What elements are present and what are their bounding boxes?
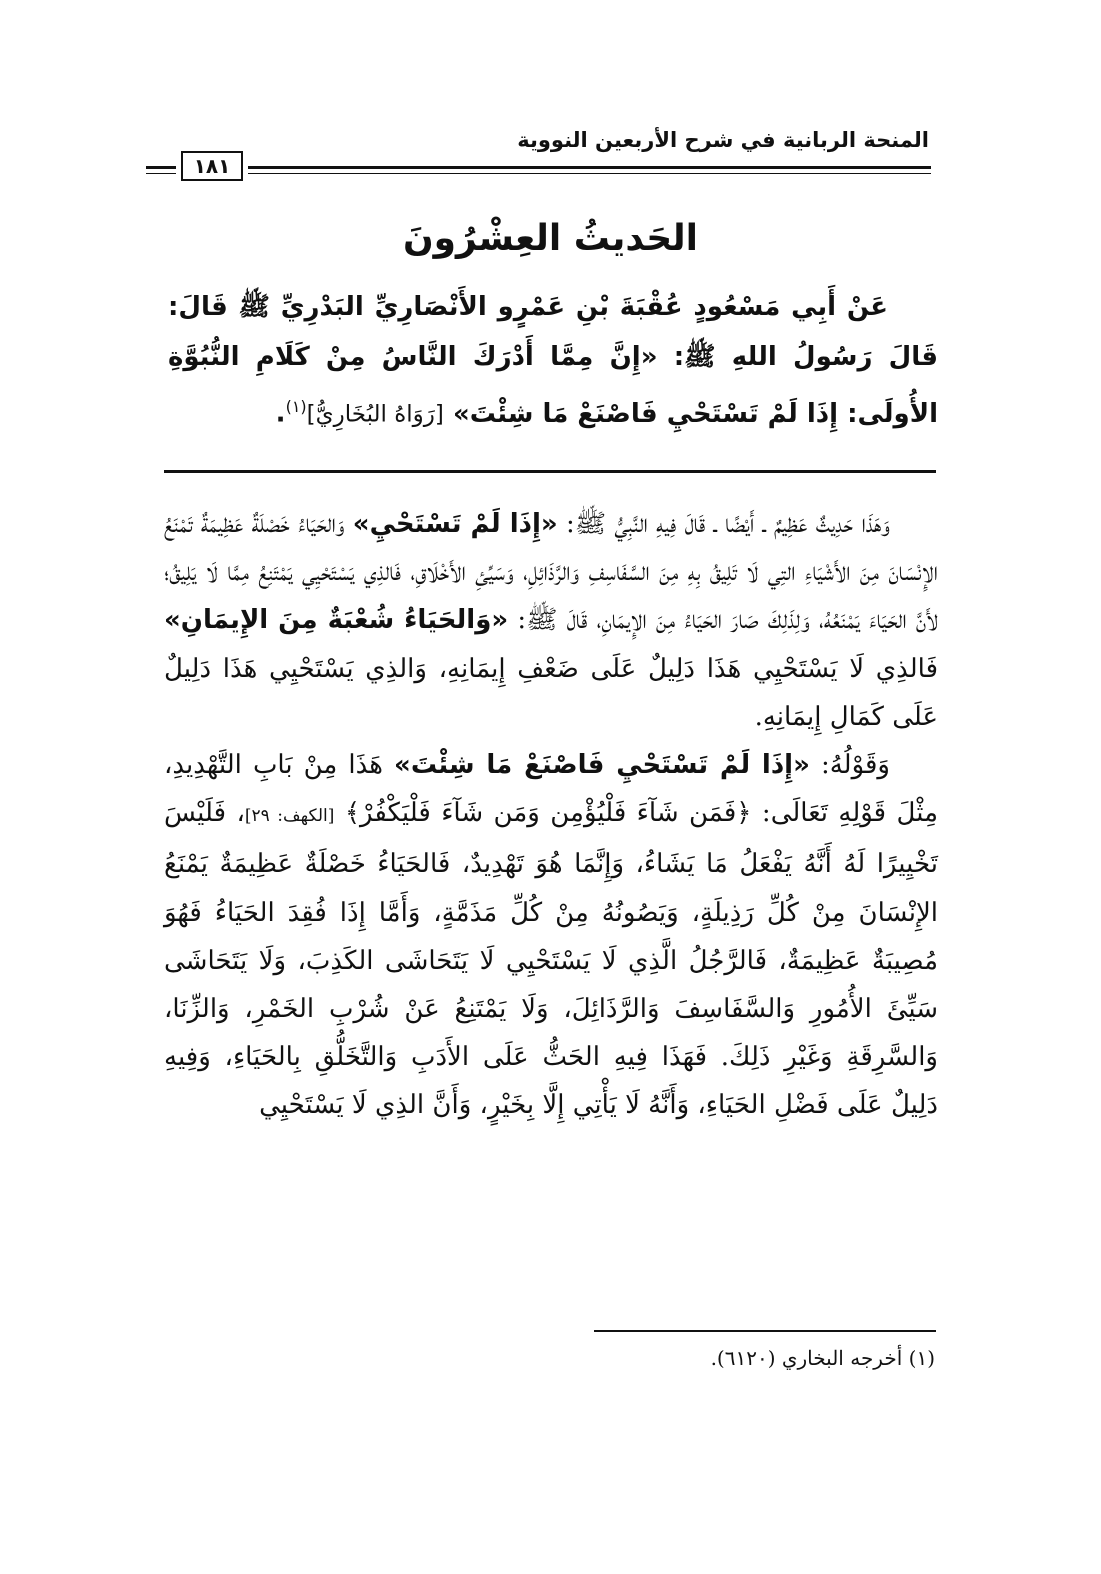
- page-number: ١٨١: [181, 151, 243, 181]
- commentary-text: وَهَذَا حَدِيثٌ عَظِيمٌ ـ أَيْضًا ـ قَالَ فِيهِ النَّبِيُّ ﷺ:: [557, 509, 891, 539]
- hadith-quote: «إِذَا لَمْ تَسْتَحْيِ»: [352, 509, 558, 539]
- commentary-text: وَالحَيَاءُ خَصْلَةٌ عَظِيمَةٌ تَمْنَعُ الإِنْسَانَ مِنَ الأَشْيَاءِ التِي لَا تَلِيقُ بِهِ مِنَ السَّفَاسِفِ وَالرَّذَائِلِ، وَسَيِّئِ الأَخْلَاقِ، فَالذِي يَسْتَحْيِي يَمْتَنِعُ مِمَّا لَا يَلِيقُ؛ لأَنَّ الحَيَاءَ يَمْنَعُهُ، وَلِذَلِكَ صَارَ الحَيَاءُ مِنَ الإِيمَانِ، قَالَ ﷺ:: [164, 509, 938, 636]
- hadith-quote: «إِذَا لَمْ تَسْتَحْيِ فَاصْنَعْ مَا شِئْتَ»: [394, 750, 810, 781]
- quran-verse: ﴿فَمَن شَآءَ فَلْيُؤْمِن وَمَن شَآءَ فَلْيَكْفُرْ﴾: [344, 798, 752, 829]
- section-divider: [164, 470, 936, 473]
- commentary-text: فَالذِي لَا يَسْتَحْيِي هَذَا دَلِيلٌ عَلَى ضَعْفِ إِيمَانِهِ، وَالذِي يَسْتَحْيِي هَذَا دَلِيلٌ عَلَى كَمَالِ إِيمَانِهِ.: [164, 653, 938, 732]
- footnote-rule: [594, 1330, 936, 1332]
- chapter-title: الحَديثُ العِشْرُونَ: [402, 218, 699, 259]
- hadith-quote: «وَالحَيَاءُ شُعْبَةٌ مِنَ الإِيمَانِ»: [164, 605, 509, 636]
- footnote: (١) أخرجه البخاري (٦١٢٠).: [710, 1346, 935, 1370]
- commentary-text: وَقَوْلُهُ:: [809, 750, 890, 781]
- header-rule-stub-thick: [146, 166, 176, 169]
- commentary-paragraph-1: [164, 500, 938, 741]
- hadith-reference: [رَوَاهُ البُخَارِيُّ]: [306, 401, 444, 428]
- commentary-text: ، فَلَيْسَ تَخْيِيرًا لَهُ أَنَّهُ يَفْعَلُ مَا يَشَاءُ، وَإِنَّمَا هُوَ تَهْدِيدٌ، فَالحَيَاءُ خَصْلَةٌ عَظِيمَةٌ يَمْنَعُ الإِنْسَانَ مِنْ كُلِّ رَذِيلَةٍ، وَيَصُونُهُ مِنْ كُلِّ مَذَمَّةٍ، وَأَمَّا إِذَا فُقِدَ الحَيَاءُ فَهُوَ مُصِيبَةٌ عَظِيمَةٌ، فَالرَّجُلُ الَّذِي لَا يَسْتَحْيِي لَا يَتَحَاشَى الكَذِبَ، وَلَا يَتَحَاشَى سَيِّئَ الأُمُورِ وَالسَّفَاسِفَ وَالرَّذَائِلَ، وَلَا يَمْتَنِعُ عَنْ شُرْبِ الخَمْرِ، وَالزِّنَا، وَالسَّرِقَةِ وَغَيْرِ ذَلِكَ. فَهَذَا فِيهِ الحَثُّ عَلَى الأَدَبِ وَالتَّخَلُّقِ بِالحَيَاءِ، وَفِيهِ دَلِيلٌ عَلَى فَضْلِ الحَيَاءِ، وَأَنَّهُ لَا يَأْتِي إِلَّا بِخَيْرٍ، وَأَنَّ الذِي لَا يَسْتَحْيِي: [164, 798, 938, 1121]
- verse-reference: [الكهف: ٢٩]: [244, 806, 335, 827]
- header-rule-thick: [248, 166, 931, 169]
- running-title: المنحة الربانية في شرح الأربعين النووية: [517, 128, 929, 152]
- hadith-body: عَنْ أَبِي مَسْعُودٍ عُقْبَةَ بْنِ عَمْرٍو الأَنْصَارِيِّ البَدْرِيِّ ﷺ قَالَ: قَالَ رَسُولُ اللهِ ﷺ: «إِنَّ مِمَّا أَدْرَكَ النَّاسُ مِنْ كَلَامِ النُّبُوَّةِ الأُولَى: إِذَا لَمْ تَسْتَحْيِ فَاصْنَعْ مَا شِئْتَ»: [168, 292, 938, 429]
- header-rule-stub-thin: [146, 173, 176, 174]
- commentary-text: هَذَا مِنْ بَابِ التَّهْدِيدِ، مِثْلَ قَوْلِهِ تَعَالَى:: [164, 750, 938, 829]
- hadith-end-dot: .: [275, 398, 286, 429]
- hadith-text: [168, 282, 938, 440]
- header-rule-thin: [248, 173, 931, 174]
- footnote-marker: (١): [285, 397, 307, 416]
- commentary-paragraph-2: [164, 741, 938, 1130]
- commentary: [164, 500, 938, 1130]
